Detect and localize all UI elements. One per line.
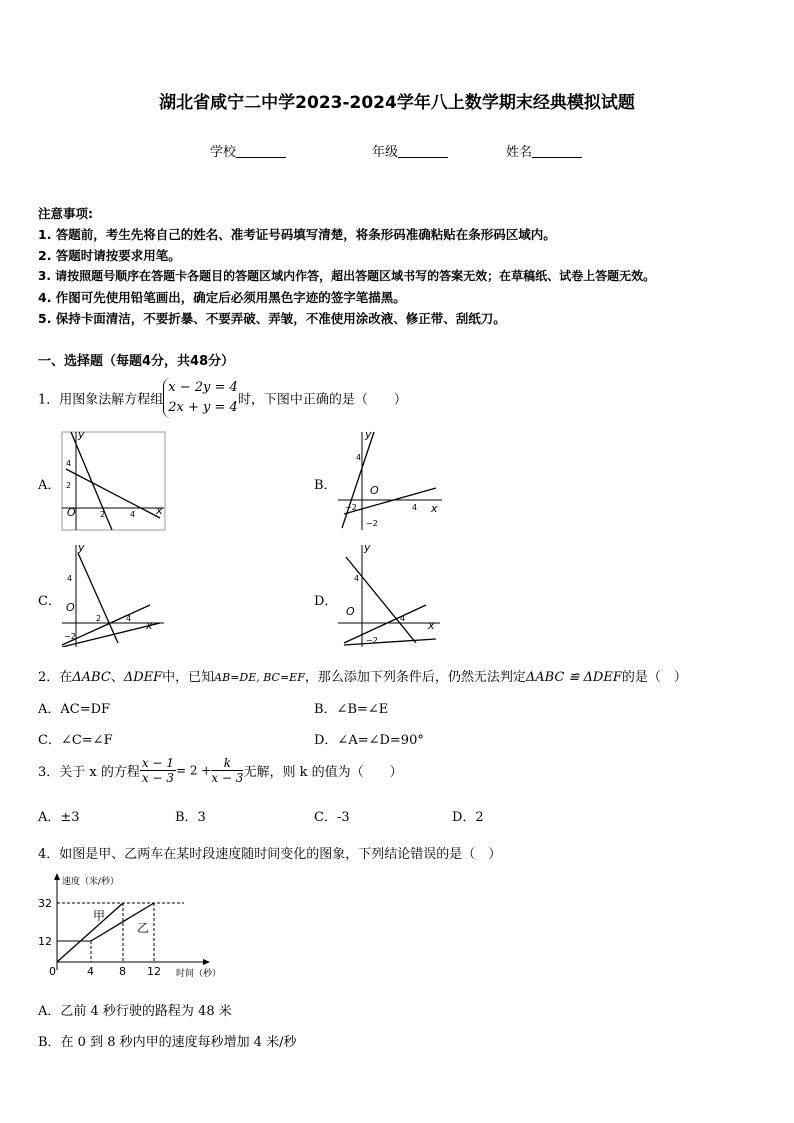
q1-suffix: 时，下图中正确的是（ ） xyxy=(237,392,407,408)
question-3: 3．关于 x 的方程 $\frac{x - 1}{x - 3}$ = 2 + $\frac{k}{x - 3}$ 无解，则 k 的值为（ ） xyxy=(38,756,403,785)
jia-line xyxy=(57,903,123,962)
origin-label: O xyxy=(66,601,75,614)
question-4: 4．如图是甲、乙两车在某时段速度随时间变化的图象，下列结论错误的是（ ） xyxy=(38,847,502,862)
name-field[interactable] xyxy=(506,141,582,160)
notice-item: 1. 答题前，考生先将自己的姓名、准考证号码填写清楚，将条形码准确粘贴在条形码区域内。 xyxy=(38,227,556,242)
y-tick-label: 12 xyxy=(38,935,52,948)
q4-option-a[interactable]: A．乙前 4 秒行驶的路程为 48 米 xyxy=(38,1004,232,1019)
x-tick-label: 12 xyxy=(147,965,161,978)
school-field[interactable] xyxy=(210,141,286,160)
y-tick-label: 32 xyxy=(38,897,52,910)
q3-option-c[interactable]: C．-3 xyxy=(314,810,350,825)
school-label: 学校 xyxy=(210,145,237,160)
graph-d xyxy=(336,543,446,647)
x-axis-title: 时间（秒） xyxy=(176,969,222,979)
tick-label: 4 xyxy=(400,614,406,623)
option-d-label[interactable]: D． xyxy=(314,594,338,609)
tick-label: 4 xyxy=(356,453,362,462)
tick-label: 4 xyxy=(354,574,360,583)
x-tick-label: 0 xyxy=(49,965,56,978)
graph-b xyxy=(336,428,446,532)
tick-label: 2 xyxy=(66,481,72,490)
q2-option-c[interactable]: C．∠C=∠F xyxy=(38,733,113,748)
notice-item: 4. 作图可先使用铅笔画出，确定后必须用黑色字迹的签字笔描黑。 xyxy=(38,290,406,305)
tick-label: −2 xyxy=(345,503,357,512)
notice-item: 5. 保持卡面清洁，不要折暴、不要弄破、弄皱，不准使用涂改液、修正带、刮纸刀。 xyxy=(38,311,506,326)
option-a-label[interactable]: A． xyxy=(38,478,61,493)
y-axis-label: y xyxy=(365,428,372,441)
q2-option-b[interactable]: B．∠B=∠E xyxy=(314,702,389,717)
graph-c xyxy=(60,543,170,647)
q1-prefix: 1．用图象法解方程组 xyxy=(38,392,164,408)
q3-option-a[interactable]: A．±3 xyxy=(38,810,80,825)
graph-a xyxy=(60,428,170,532)
question-2: 2．在ΔABC、ΔDEF中，已知AB=DE, BC=EF，那么添加下列条件后，仍然无法判定ΔABC ≌ ΔDEF的是（ ） xyxy=(38,670,687,685)
y-axis-title: 速度（米/秒） xyxy=(62,877,120,887)
yi-label: 乙 xyxy=(137,921,150,935)
origin-label: O xyxy=(67,506,76,519)
tick-label: 2 xyxy=(96,614,102,623)
option-c-label[interactable]: C． xyxy=(38,594,61,609)
equation-system: x − 2y = 4 2x + y = 4 xyxy=(163,378,238,418)
tick-label: 4 xyxy=(412,503,418,512)
grade-field[interactable] xyxy=(372,141,448,160)
y-axis-label: y xyxy=(364,543,371,554)
x-axis-label: x xyxy=(146,619,153,632)
x-tick-label: 8 xyxy=(119,965,126,978)
jia-label: 甲 xyxy=(93,909,106,923)
x-tick-label: 4 xyxy=(87,965,94,978)
tick-label: −2 xyxy=(366,636,378,645)
x-axis-label: x xyxy=(428,619,435,632)
notice-item: 2. 答题时请按要求用笔。 xyxy=(38,248,181,263)
name-label: 姓名 xyxy=(506,145,533,160)
tick-label: −2 xyxy=(64,632,76,641)
origin-label: O xyxy=(346,605,355,618)
q2-option-a[interactable]: A．AC=DF xyxy=(38,702,111,717)
speed-time-chart xyxy=(34,870,244,982)
tick-label: 4 xyxy=(67,574,73,583)
y-axis-label: y xyxy=(78,543,85,554)
notice-heading: 注意事项: xyxy=(38,206,93,221)
tick-label: −2 xyxy=(366,519,378,528)
q3-option-d[interactable]: D．2 xyxy=(452,810,484,825)
question-1 xyxy=(38,378,407,418)
notice-item: 3. 请按照题号顺序在答题卡各题目的答题区域内作答，超出答题区域书写的答案无效；在草稿纸、试卷上答题无效。 xyxy=(38,269,656,283)
x-axis-label: x xyxy=(156,504,163,517)
q3-option-b[interactable]: B．3 xyxy=(175,810,206,825)
q4-option-b[interactable]: B．在 0 到 8 秒内甲的速度每秒增加 4 米/秒 xyxy=(38,1035,297,1050)
origin-label: O xyxy=(370,484,379,497)
tick-label: 4 xyxy=(66,459,72,468)
tick-label: 4 xyxy=(130,510,136,519)
y-axis-label: y xyxy=(78,428,85,441)
option-b-label[interactable]: B． xyxy=(314,478,337,493)
grade-label: 年级 xyxy=(372,145,399,160)
q2-option-d[interactable]: D．∠A=∠D=90° xyxy=(314,733,424,748)
tick-label: 2 xyxy=(100,510,106,519)
page-title: 湖北省咸宁二中学2023-2024学年八上数学期末经典模拟试题 xyxy=(159,93,635,113)
x-axis-label: x xyxy=(431,502,438,515)
tick-label: 4 xyxy=(126,614,132,623)
section-heading: 一、选择题（每题4分，共48分） xyxy=(38,354,235,369)
